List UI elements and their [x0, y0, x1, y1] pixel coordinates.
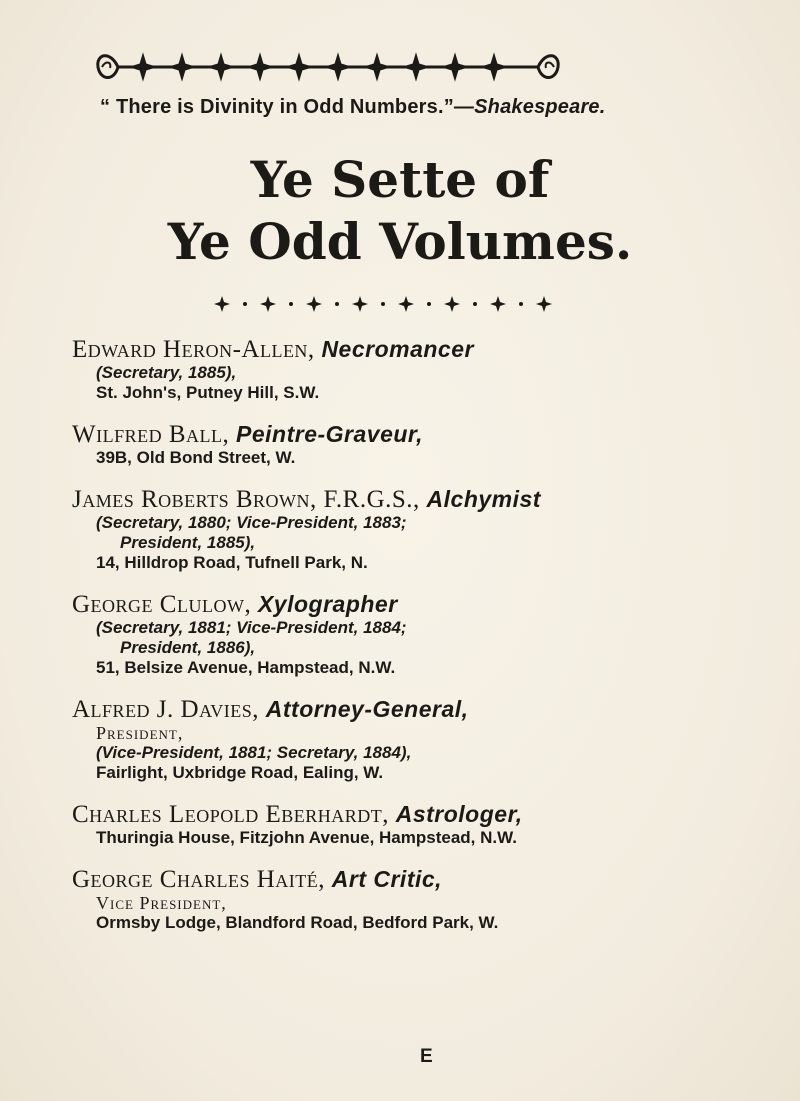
- member-heading: [72, 801, 782, 828]
- decorative-border-ornament: [88, 40, 568, 94]
- member-occupation: Alchymist: [426, 486, 541, 512]
- member-address: Fairlight, Uxbridge Road, Ealing, W.: [96, 763, 384, 782]
- page-title-line-2: Ye Odd Volumes.: [167, 212, 633, 271]
- member-list: [72, 336, 782, 951]
- member-name: George Clulow,: [72, 591, 252, 618]
- member-occupation: Xylographer: [257, 591, 398, 617]
- member-heading: [72, 591, 782, 618]
- member-address: 14, Hilldrop Road, Tufnell Park, N.: [96, 553, 368, 572]
- member-entry: [72, 801, 782, 848]
- member-name: Edward Heron-Allen,: [72, 336, 315, 363]
- member-name: James Roberts Brown, F.R.G.S.,: [72, 486, 420, 513]
- member-name: George Charles Haité,: [72, 866, 326, 893]
- member-occupation: Attorney-General,: [265, 696, 469, 722]
- member-address: Thuringia House, Fitzjohn Avenue, Hampstead, N.W.: [96, 828, 517, 847]
- member-entry: [72, 486, 782, 573]
- member-entry: [72, 866, 782, 933]
- signature-mark: E: [420, 1046, 433, 1067]
- member-roles: (Secretary, 1880; Vice-President, 1883;: [96, 513, 407, 532]
- member-entry: [72, 421, 782, 468]
- member-address: 39B, Old Bond Street, W.: [96, 448, 296, 467]
- member-occupation: Astrologer,: [395, 801, 523, 827]
- member-name: Alfred J. Davies,: [72, 696, 260, 723]
- member-roles-continued: President, 1886),: [120, 638, 256, 657]
- epigraph-quote: “ There is Divinity in Odd Numbers.”—: [100, 96, 475, 118]
- member-occupation: Necromancer: [321, 336, 474, 362]
- member-heading: [72, 866, 782, 893]
- epigraph-attribution: Shakespeare.: [474, 96, 606, 118]
- epigraph: [100, 96, 780, 119]
- member-address: St. John's, Putney Hill, S.W.: [96, 383, 320, 402]
- decorative-divider: [210, 292, 610, 316]
- member-office: President,: [96, 723, 184, 743]
- member-occupation: Art Critic,: [331, 866, 443, 892]
- member-entry: [72, 591, 782, 678]
- member-roles: (Secretary, 1881; Vice-President, 1884;: [96, 618, 407, 637]
- member-name: Charles Leopold Eberhardt,: [72, 801, 389, 828]
- member-occupation: Peintre-Graveur,: [236, 421, 423, 447]
- member-entry: [72, 336, 782, 403]
- member-name: Wilfred Ball,: [72, 421, 230, 448]
- member-roles: (Vice-President, 1881; Secretary, 1884),: [96, 743, 412, 762]
- member-heading: [72, 421, 782, 448]
- member-heading: [72, 486, 782, 513]
- member-office: Vice President,: [96, 893, 227, 913]
- member-address: 51, Belsize Avenue, Hampstead, N.W.: [96, 658, 396, 677]
- member-heading: [72, 696, 782, 723]
- member-address: Ormsby Lodge, Blandford Road, Bedford Park, W.: [96, 913, 499, 932]
- member-roles: (Secretary, 1885),: [96, 363, 237, 382]
- member-roles-continued: President, 1885),: [120, 533, 256, 552]
- member-heading: [72, 336, 782, 363]
- member-entry: [72, 696, 782, 783]
- page-title-line-1: Ye Sette of: [250, 150, 550, 209]
